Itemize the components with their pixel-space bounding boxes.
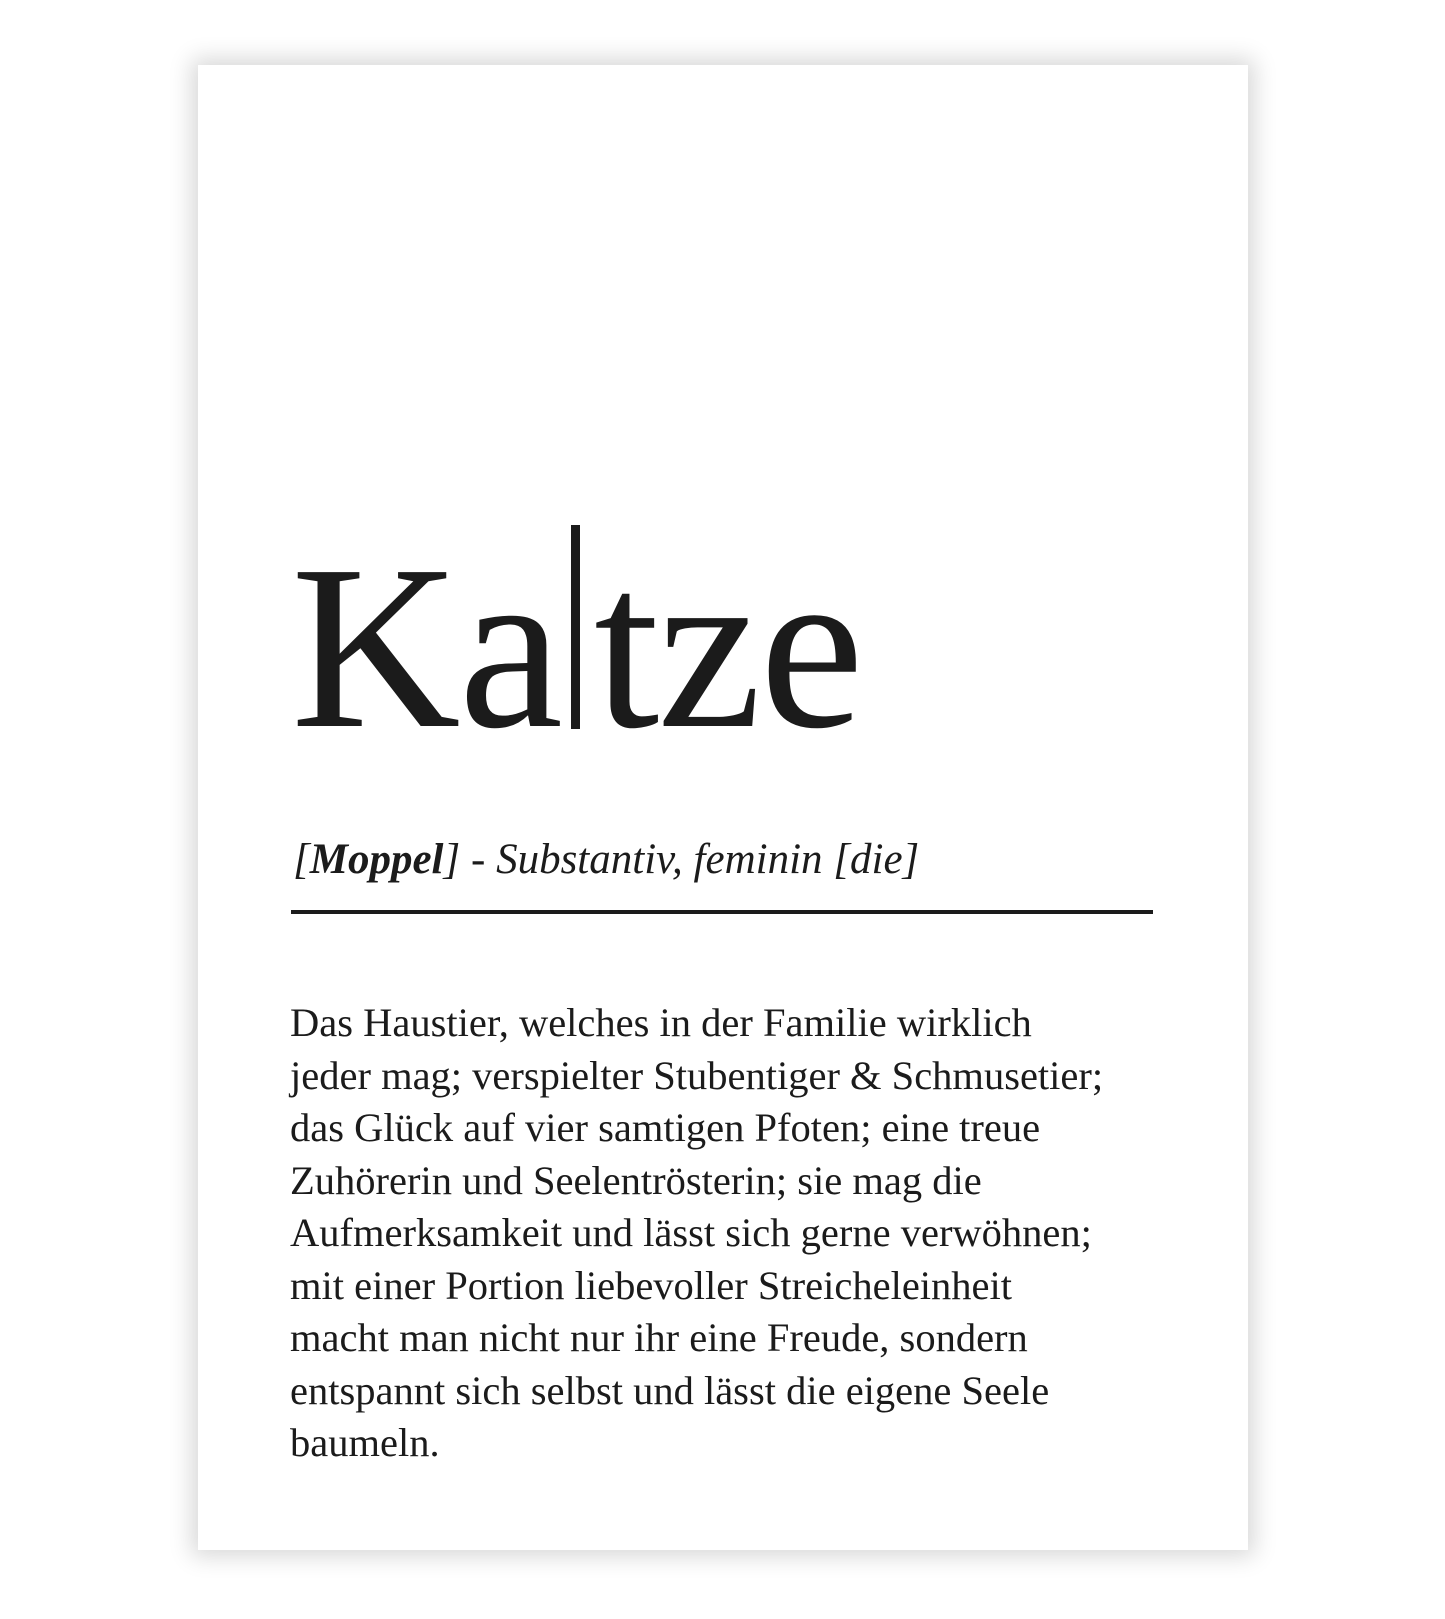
- definition-line: das Glück auf vier samtigen Pfoten; eine treue: [290, 1105, 1041, 1150]
- definition-text: [290, 997, 1190, 1470]
- subtitle-word-class: ] - Substantiv, feminin [die]: [443, 836, 920, 883]
- headword: [291, 517, 862, 815]
- definition-poster: [198, 65, 1248, 1550]
- definition-line: macht man nicht nur ihr eine Freude, sondern: [290, 1315, 1028, 1360]
- divider-line: [291, 910, 1153, 914]
- definition-line: jeder mag; verspielter Stubentiger & Schmusetier;: [290, 1052, 1104, 1098]
- word-class-line: [293, 835, 919, 884]
- definition-line: Zuhörerin und Seelentrösterin; sie mag die: [290, 1157, 982, 1203]
- definition-line: entspannt sich selbst und lässt die eigene Seele: [290, 1367, 1050, 1413]
- headword-syllable-2: tze: [594, 517, 862, 777]
- definition-line: Das Haustier, welches in der Familie wirklich: [290, 1000, 1032, 1045]
- syllable-divider: [571, 525, 580, 729]
- definition-line: baumeln.: [290, 1420, 440, 1465]
- definition-line: Aufmerksamkeit und lässt sich gerne verwöhnen;: [290, 1210, 1092, 1255]
- subtitle-open-bracket: [: [293, 836, 310, 883]
- pronunciation-word: Moppel: [309, 836, 444, 883]
- definition-line: mit einer Portion liebevoller Streicheleinheit: [290, 1262, 1013, 1308]
- headword-syllable-1: Ka: [291, 517, 562, 777]
